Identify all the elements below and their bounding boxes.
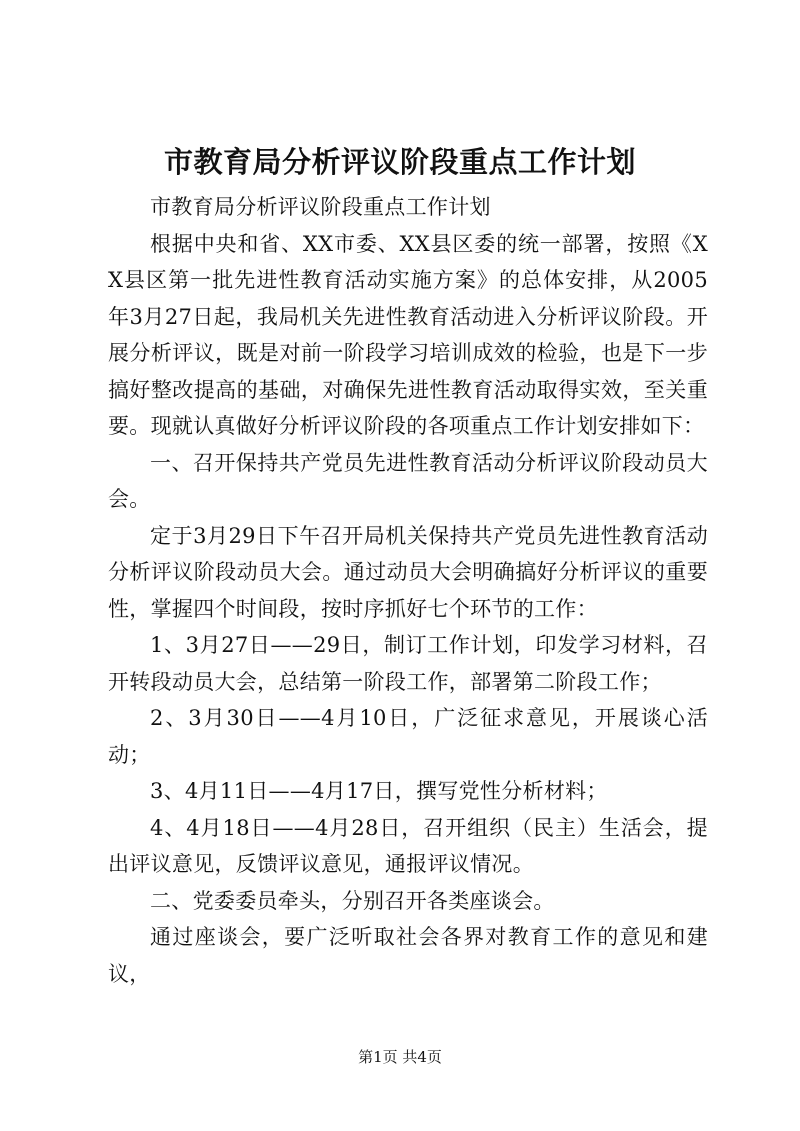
schedule-item-1: 1、3月27日——29日，制订工作计划，印发学习材料，召开转段动员大会，总结第一阶段工作，部署第二阶段工作； <box>108 633 708 694</box>
schedule-item-4: 4、4月18日——4月28日，召开组织（民主）生活会，提出评议意见，反馈评议意见，通报评议情况。 <box>108 815 708 876</box>
page-number-footer: 第1页 共4页 <box>358 1048 442 1066</box>
schedule-item-3: 3、4月11日——4月17日，撰写党性分析材料； <box>150 779 608 803</box>
document-body <box>108 189 708 992</box>
forum-paragraph: 通过座谈会，要广泛听取社会各界对教育工作的意见和建议， <box>108 925 708 986</box>
intro-paragraph: 根据中央和省、XX市委、XX县区委的统一部署，按照《XX县区第一批先进性教育活动实施方案》的总体安排，从2005年3月27日起，我局机关先进性教育活动进入分析评议阶段。开展分析评议，既是对前一阶段学习培训成效的检验，也是下一步搞好整改提高的基础，对确保先进性教育活动取得实效，至关重要。现就认真做好分析评议阶段的各项重点工作计划安排如下： <box>108 231 708 438</box>
meeting-paragraph: 定于3月29日下午召开局机关保持共产党员先进性教育活动分析评议阶段动员大会。通过动员大会明确搞好分析评议的重要性，掌握四个时间段，按时序抓好七个环节的工作： <box>108 523 708 621</box>
section-heading-1: 一、召开保持共产党员先进性教育活动分析评议阶段动员大会。 <box>108 450 708 511</box>
schedule-item-2: 2、3月30日——4月10日，广泛征求意见，开展谈心活动； <box>108 706 708 767</box>
section-heading-2: 二、党委委员牵头，分别召开各类座谈会。 <box>150 888 555 913</box>
subtitle-paragraph: 市教育局分析评议阶段重点工作计划 <box>150 195 491 219</box>
document-title: 市教育局分析评议阶段重点工作计划 <box>163 145 636 179</box>
